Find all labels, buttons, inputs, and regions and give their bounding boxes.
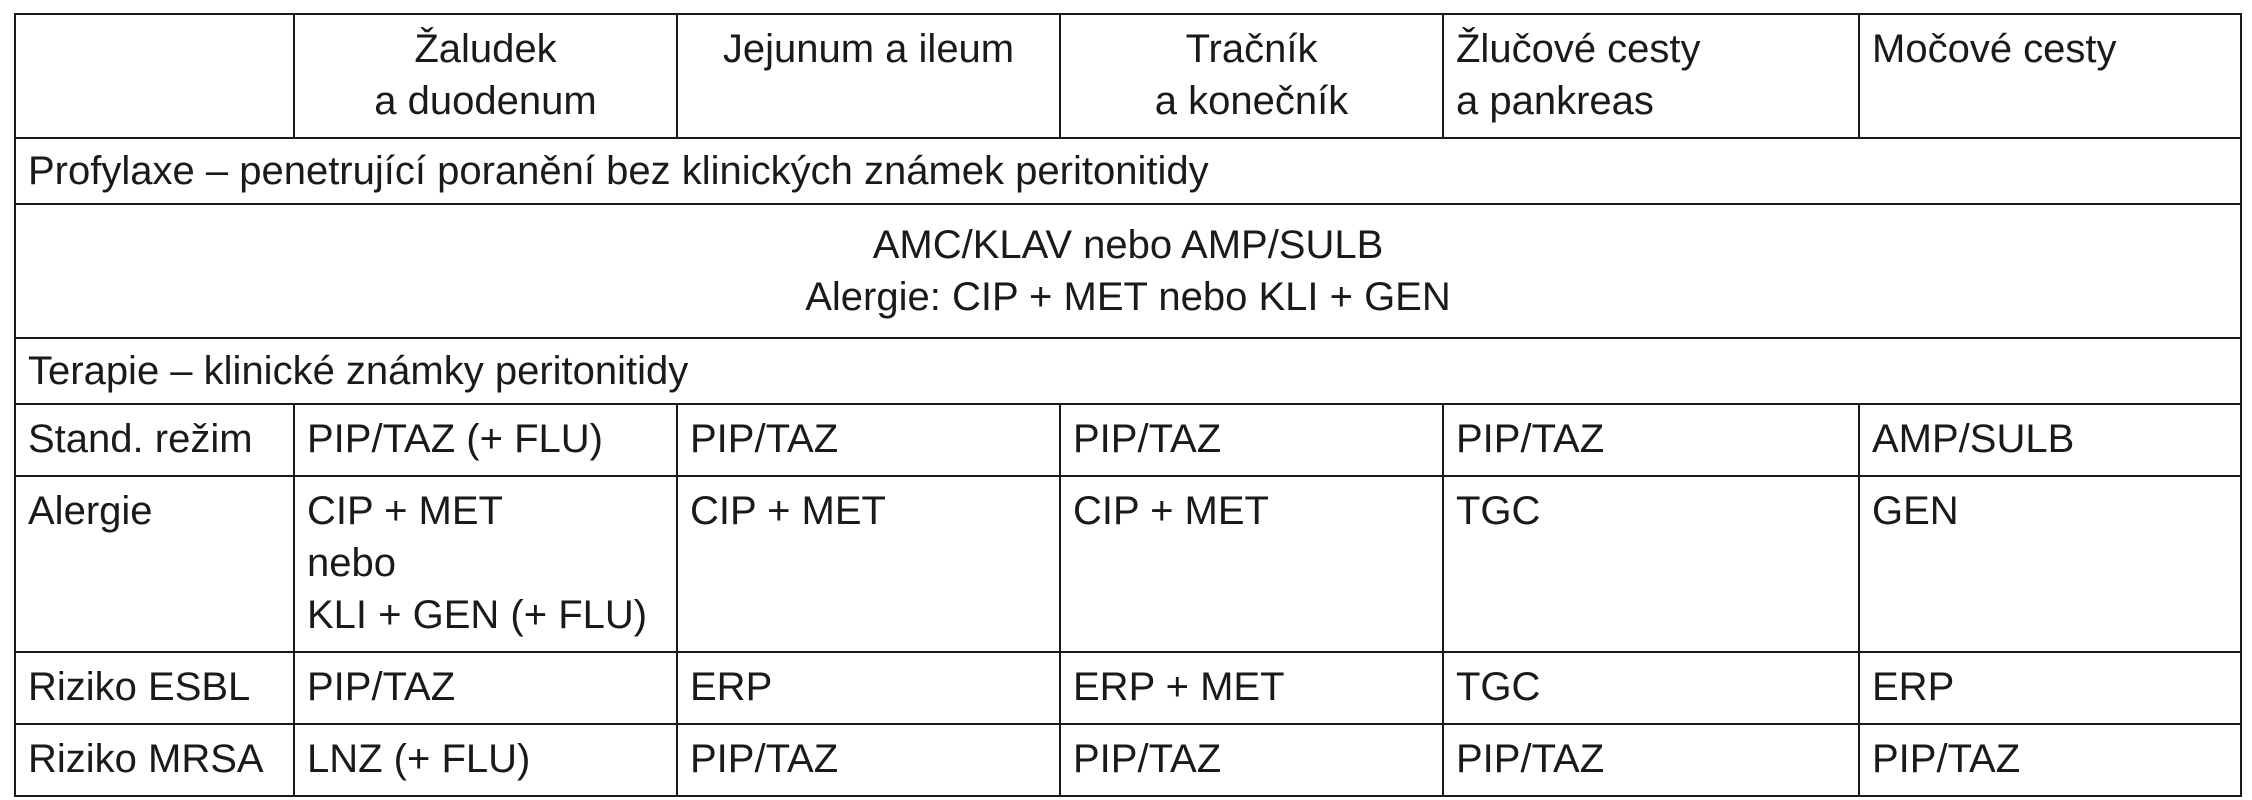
table-cell: PIP/TAZ [1060, 404, 1443, 476]
table-cell: PIP/TAZ [1859, 724, 2241, 796]
table-cell: TGC [1443, 476, 1859, 652]
prophylaxis-regimen-row [15, 204, 2241, 338]
antibiotic-table [14, 13, 2242, 797]
table-cell: AMP/SULB [1859, 404, 2241, 476]
table-row [15, 652, 2241, 724]
table-cell: CIP + MET nebo KLI + GEN (+ FLU) [294, 476, 677, 652]
table-cell: PIP/TAZ [1060, 724, 1443, 796]
table-cell: ERP + MET [1060, 652, 1443, 724]
table-row [15, 724, 2241, 796]
table-cell: PIP/TAZ [1443, 724, 1859, 796]
table-cell: LNZ (+ FLU) [294, 724, 677, 796]
table-cell: PIP/TAZ [1443, 404, 1859, 476]
row-label: Alergie [15, 476, 294, 652]
header-colon: Tračník a konečník [1060, 14, 1443, 138]
prophylaxis-regimen: AMC/KLAV nebo AMP/SULB Alergie: CIP + MET nebo KLI + GEN [15, 204, 2241, 338]
header-biliary: Žlučové cesty a pankreas [1443, 14, 1859, 138]
table-cell: PIP/TAZ [677, 724, 1060, 796]
header-jejunum: Jejunum a ileum [677, 14, 1060, 138]
row-label: Riziko MRSA [15, 724, 294, 796]
header-row [15, 14, 2241, 138]
table-cell: ERP [1859, 652, 2241, 724]
table-cell: CIP + MET [1060, 476, 1443, 652]
row-label: Stand. režim [15, 404, 294, 476]
table-cell: CIP + MET [677, 476, 1060, 652]
therapy-heading-row [15, 338, 2241, 404]
table-cell: GEN [1859, 476, 2241, 652]
header-stomach: Žaludek a duodenum [294, 14, 677, 138]
table-row [15, 476, 2241, 652]
table-row [15, 404, 2241, 476]
row-label: Riziko ESBL [15, 652, 294, 724]
header-urinary: Močové cesty [1859, 14, 2241, 138]
therapy-heading: Terapie – klinické známky peritonitidy [15, 338, 2241, 404]
prophylaxis-heading: Profylaxe – penetrující poranění bez klinických známek peritonitidy [15, 138, 2241, 204]
table-cell: TGC [1443, 652, 1859, 724]
table-cell: PIP/TAZ [677, 404, 1060, 476]
header-empty-cell [15, 14, 294, 138]
table-cell: ERP [677, 652, 1060, 724]
prophylaxis-heading-row [15, 138, 2241, 204]
table-cell: PIP/TAZ (+ FLU) [294, 404, 677, 476]
table-cell: PIP/TAZ [294, 652, 677, 724]
